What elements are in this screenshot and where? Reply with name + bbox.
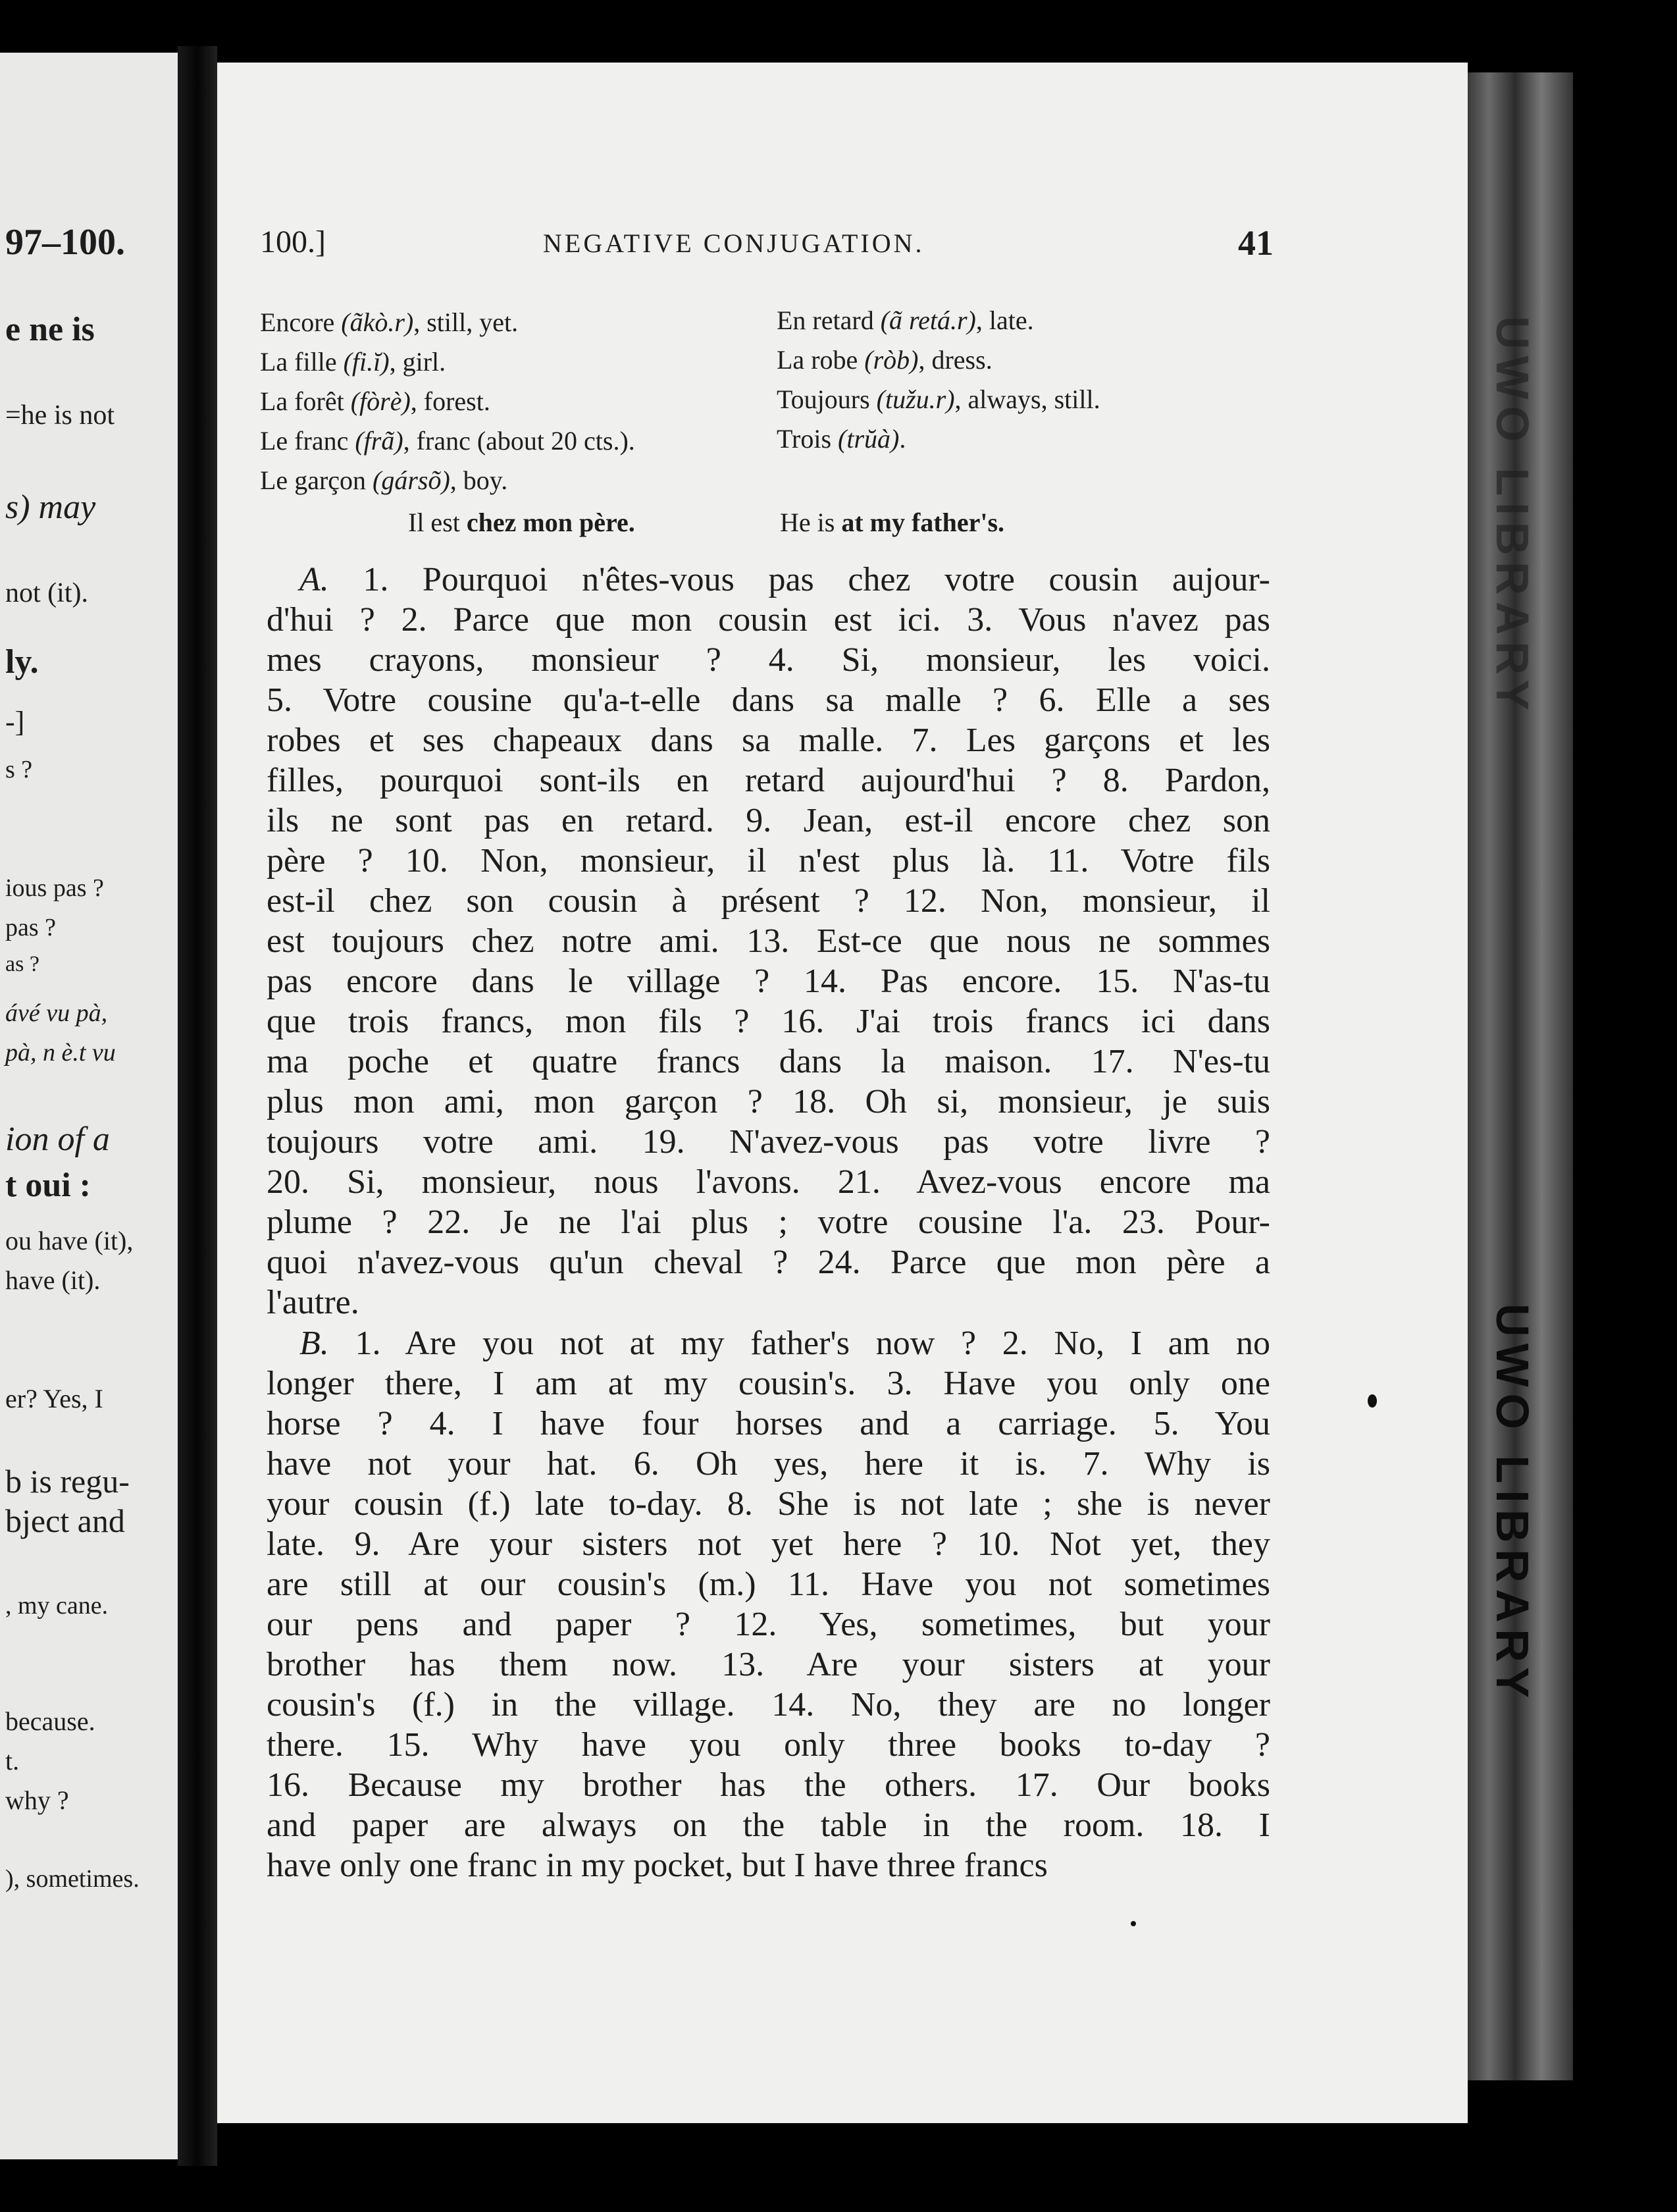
phrase-french: Il est chez mon père. <box>408 508 635 537</box>
vocab-word: La forêt <box>260 386 351 416</box>
left-page-fragment: ávé vu pà, <box>5 999 108 1027</box>
running-head <box>260 224 1274 270</box>
left-page-fragment: ou have (it), <box>5 1226 134 1255</box>
text-line: est toujours chez notre ami. 13. Est-ce que nous ne sommes <box>267 922 1270 960</box>
left-page-fragment: not (it). <box>5 578 88 608</box>
left-page-fragment: -] <box>5 706 25 738</box>
chapter-title: NEGATIVE CONJUGATION. <box>543 228 925 258</box>
vocabulary-entry <box>260 349 446 375</box>
library-stamp-upper: UWO LIBRARY <box>1487 316 1538 718</box>
left-page-fragment: bject and <box>5 1502 125 1539</box>
text-line: quoi n'avez-vous qu'un cheval ? 24. Parce que mon père a <box>267 1244 1270 1281</box>
text-line: d'hui ? 2. Parce que mon cousin est ici. 3. Vous n'avez pas <box>267 601 1270 639</box>
vocab-word: Le franc <box>260 426 355 456</box>
phrase-english: He is at my father's. <box>780 508 1005 537</box>
left-page-fragment: have (it). <box>5 1265 101 1295</box>
vocab-gloss: , forest. <box>410 386 490 416</box>
vocabulary-entry <box>777 347 993 373</box>
text-line: and paper are always on the table in the room. 18. I <box>267 1806 1270 1844</box>
vocab-phonetic: (ã retá.r) <box>880 305 976 335</box>
vocab-phonetic: (tužu.r) <box>876 384 955 414</box>
text-line: que trois francs, mon fils ? 16. J'ai trois francs ici dans <box>267 1003 1270 1040</box>
text-line: have not your hat. 6. Oh yes, here it is. 7. Why is <box>267 1445 1270 1483</box>
text-line: filles, pourquoi sont-ils en retard aujourd'hui ? 8. Pardon, <box>267 762 1270 799</box>
left-page-fragment: ion of a <box>5 1120 110 1158</box>
vocab-word: Le garçon <box>260 465 373 495</box>
vocab-phonetic: (ãkò.r) <box>341 307 414 337</box>
vocab-word: Toujours <box>777 384 877 414</box>
vocab-gloss: , late. <box>975 305 1034 335</box>
left-page-fragment: t. <box>5 1746 20 1776</box>
ink-speck <box>1131 1921 1136 1926</box>
text-line: A. 1. Pourquoi n'êtes-vous pas chez votre cousin aujour- <box>299 561 1270 598</box>
ink-speck <box>1368 1394 1377 1408</box>
left-page-fragment: ), sometimes. <box>5 1865 140 1893</box>
text-line: pas encore dans le village ? 14. Pas encore. 15. N'as-tu <box>267 962 1270 1000</box>
vocab-gloss: , always, still. <box>954 384 1100 414</box>
vocab-phonetic: (fòrè) <box>350 386 411 416</box>
vocabulary-entry <box>260 467 507 494</box>
text-line: ils ne sont pas en retard. 9. Jean, est-il encore chez son <box>267 802 1270 839</box>
vocabulary-entry <box>777 307 1034 334</box>
left-page-fragment: because. <box>5 1706 95 1736</box>
left-page-fragment: as ? <box>5 952 39 976</box>
left-facing-page <box>0 53 178 2159</box>
exercise-label: B. <box>299 1325 329 1362</box>
left-page-fragment: 97–100. <box>5 222 125 263</box>
text-line: horse ? 4. I have four horses and a carriage. 5. You <box>267 1405 1270 1442</box>
text-line: brother has them now. 13. Are your sisters at your <box>267 1646 1270 1683</box>
vocab-gloss: , still, yet. <box>413 307 519 337</box>
text-line: there. 15. Why have you only three books to-day ? <box>267 1726 1270 1764</box>
section-number: 100.] <box>260 224 326 259</box>
vocab-gloss: , dress. <box>918 345 993 375</box>
left-page-fragment: =he is not <box>5 400 115 431</box>
vocab-phonetic: (frã) <box>355 426 403 456</box>
text-line: are still at our cousin's (m.) 11. Have you not sometimes <box>267 1566 1270 1603</box>
text-line: 16. Because my brother has the others. 17. Our books <box>267 1766 1270 1804</box>
text-line: 5. Votre cousine qu'a-t-elle dans sa malle ? 6. Elle a ses <box>267 681 1270 719</box>
text-line: père ? 10. Non, monsieur, il n'est plus là. 11. Votre fils <box>267 842 1270 880</box>
vocab-phonetic: (ròb) <box>864 345 919 375</box>
vocab-word: La robe <box>777 345 865 375</box>
left-page-fragment: ly. <box>5 643 39 681</box>
left-page-fragment: pà, n è.t vu <box>5 1039 116 1066</box>
vocab-gloss: , boy. <box>450 465 508 495</box>
text-line: your cousin (f.) late to-day. 8. She is not late ; she is never <box>267 1485 1270 1523</box>
vocabulary-entry <box>260 388 490 415</box>
left-page-fragment: s) may <box>5 488 96 526</box>
vocab-gloss: , franc (about 20 cts.). <box>403 426 635 456</box>
text-line: l'autre. <box>267 1284 359 1321</box>
text-line: late. 9. Are your sisters not yet here ? 10. Not yet, they <box>267 1525 1270 1563</box>
vocab-word: En retard <box>777 305 881 335</box>
vocab-word: La fille <box>260 347 344 377</box>
text-line: robes et ses chapeaux dans sa malle. 7. Les garçons et les <box>267 722 1270 759</box>
text-line: B. 1. Are you not at my father's now ? 2. No, I am no <box>299 1325 1270 1362</box>
text-line: our pens and paper ? 12. Yes, sometimes, but your <box>267 1606 1270 1643</box>
text-line: have only one franc in my pocket, but I have three francs <box>267 1847 1048 1884</box>
text-line: cousin's (f.) in the village. 14. No, they are no longer <box>267 1686 1270 1724</box>
left-page-fragment: ious pas ? <box>5 874 104 902</box>
text-line: plume ? 22. Je ne l'ai plus ; votre cousine l'a. 23. Pour- <box>267 1203 1270 1241</box>
vocabulary-entry <box>260 309 518 336</box>
text-line: plus mon ami, mon garçon ? 18. Oh si, monsieur, je suis <box>267 1083 1270 1120</box>
book-gutter <box>178 46 217 2166</box>
left-page-fragment: why ? <box>5 1785 69 1815</box>
text-line: toujours votre ami. 19. N'avez-vous pas votre livre ? <box>267 1123 1270 1161</box>
vocabulary-entry <box>777 386 1100 413</box>
library-stamp-lower: UWO LIBRARY <box>1487 1304 1538 1705</box>
vocab-phonetic: (gársõ) <box>373 465 450 495</box>
left-page-fragment: e ne is <box>5 311 95 348</box>
text-line: mes crayons, monsieur ? 4. Si, monsieur, les voici. <box>267 641 1270 679</box>
page-number: 41 <box>1238 223 1274 263</box>
exercise-label: A. <box>299 561 329 598</box>
vocab-gloss: . <box>899 424 906 454</box>
vocab-word: Trois <box>777 424 838 454</box>
vocab-gloss: , girl. <box>389 347 446 377</box>
left-page-fragment: , my cane. <box>5 1592 109 1620</box>
left-page-fragment: pas ? <box>5 914 57 941</box>
left-page-fragment: er? Yes, I <box>5 1384 103 1413</box>
exercise-a <box>267 560 1270 1323</box>
text-line: est-il chez son cousin à présent ? 12. Non, monsieur, il <box>267 882 1270 920</box>
vocabulary-entry <box>777 426 906 452</box>
vocab-phonetic: (trŭà) <box>838 424 900 454</box>
left-page-fragment: b is regu- <box>5 1463 130 1500</box>
text-line: 20. Si, monsieur, nous l'avons. 21. Avez-vous encore ma <box>267 1163 1270 1201</box>
text-line: ma poche et quatre francs dans la maison. 17. N'es-tu <box>267 1043 1270 1080</box>
left-page-fragment: s ? <box>5 756 33 783</box>
exercise-b <box>267 1323 1270 1885</box>
vocab-word: Encore <box>260 307 342 337</box>
vocab-phonetic: (fi.ĭ) <box>343 347 390 377</box>
text-line: longer there, I am at my cousin's. 3. Have you only one <box>267 1365 1270 1402</box>
vocabulary-entry <box>260 428 635 454</box>
left-page-fragment: t oui : <box>5 1167 91 1204</box>
